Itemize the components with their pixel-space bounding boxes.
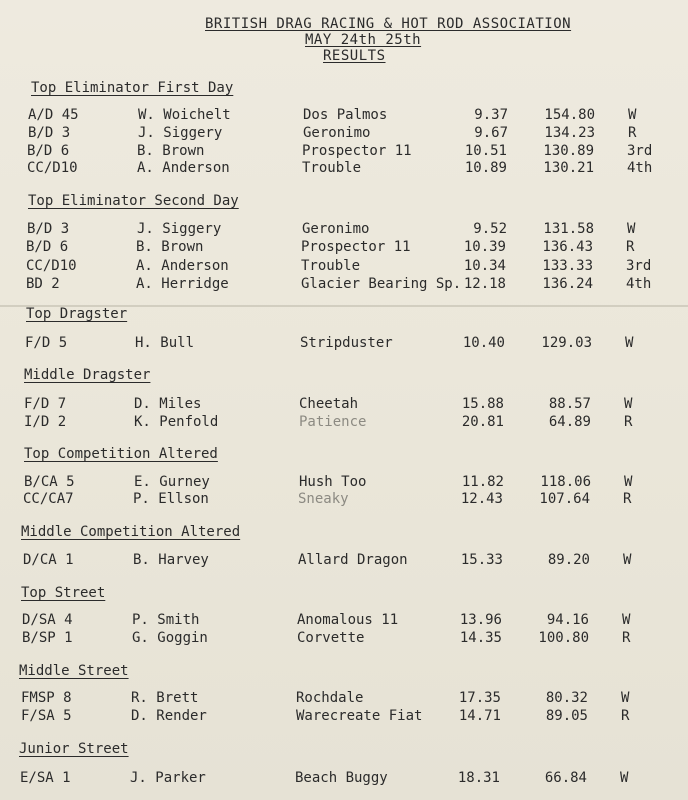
car-name: Patience — [299, 414, 367, 430]
finish-result: 4th — [626, 276, 652, 292]
class-code: I/D 2 — [24, 414, 67, 430]
terminal-speed: 130.21 — [543, 160, 594, 176]
class-code: CC/D10 — [27, 160, 78, 176]
class-code: B/D 3 — [27, 221, 70, 237]
class-code: B/SP 1 — [22, 630, 73, 646]
section-title: Top Eliminator Second Day — [28, 193, 239, 209]
section-title: Middle Competition Altered — [21, 524, 241, 540]
driver-name: B. Brown — [136, 239, 204, 255]
driver-name: H. Bull — [135, 335, 195, 351]
terminal-speed: 136.43 — [542, 239, 593, 255]
results-heading: RESULTS — [323, 48, 386, 64]
driver-name: D. Miles — [134, 396, 202, 412]
terminal-speed: 66.84 — [544, 770, 587, 786]
driver-name: J. Siggery — [137, 221, 222, 237]
elapsed-time: 12.43 — [460, 491, 503, 507]
class-code: BD 2 — [26, 276, 60, 292]
elapsed-time: 10.39 — [463, 239, 506, 255]
section-title: Top Eliminator First Day — [31, 80, 234, 96]
driver-name: W. Woichelt — [138, 107, 231, 123]
terminal-speed: 154.80 — [544, 107, 595, 123]
result-row — [0, 143, 687, 161]
terminal-speed: 130.89 — [543, 143, 594, 159]
finish-result: W — [623, 552, 632, 568]
car-name: Warecreate Fiat — [296, 708, 423, 724]
terminal-speed: 88.57 — [548, 396, 591, 412]
section-title: Junior Street — [19, 741, 129, 757]
finish-result: W — [624, 396, 633, 412]
car-name: Allard Dragon — [298, 552, 408, 568]
finish-result: W — [621, 690, 630, 706]
elapsed-time: 10.40 — [462, 335, 505, 351]
class-code: F/SA 5 — [21, 708, 72, 724]
class-code: D/SA 4 — [22, 612, 73, 628]
car-name: Trouble — [301, 258, 361, 274]
terminal-speed: 100.80 — [538, 630, 589, 646]
car-name: Geronimo — [303, 125, 371, 141]
elapsed-time: 9.52 — [473, 221, 507, 237]
section-title: Top Street — [21, 585, 106, 601]
terminal-speed: 129.03 — [541, 335, 592, 351]
finish-result: R — [621, 708, 630, 724]
elapsed-time: 15.33 — [460, 552, 503, 568]
car-name: Cheetah — [299, 396, 359, 412]
association-title: BRITISH DRAG RACING & HOT ROD ASSOCIATION — [205, 16, 572, 32]
driver-name: A. Anderson — [137, 160, 230, 176]
finish-result: 3rd — [627, 143, 653, 159]
class-code: FMSP 8 — [21, 690, 72, 706]
driver-name: J. Parker — [130, 770, 206, 786]
result-row — [0, 708, 681, 726]
driver-name: P. Smith — [132, 612, 200, 628]
terminal-speed: 94.16 — [546, 612, 589, 628]
car-name: Geronimo — [302, 221, 370, 237]
result-row — [0, 770, 680, 788]
elapsed-time: 12.18 — [463, 276, 506, 292]
result-row — [0, 221, 687, 239]
terminal-speed: 131.58 — [543, 221, 594, 237]
elapsed-time: 14.71 — [458, 708, 501, 724]
class-code: F/D 7 — [24, 396, 67, 412]
elapsed-time: 20.81 — [461, 414, 504, 430]
result-row — [0, 335, 685, 353]
elapsed-time: 14.35 — [459, 630, 502, 646]
terminal-speed: 133.33 — [542, 258, 593, 274]
class-code: CC/CA7 — [23, 491, 74, 507]
section-title: Middle Dragster — [24, 367, 151, 383]
elapsed-time: 11.82 — [461, 474, 504, 490]
car-name: Stripduster — [300, 335, 393, 351]
elapsed-time: 10.51 — [464, 143, 507, 159]
car-name: Prospector 11 — [301, 239, 411, 255]
result-row — [0, 107, 688, 125]
class-code: CC/D10 — [26, 258, 77, 274]
result-row — [0, 630, 682, 648]
terminal-speed: 136.24 — [542, 276, 593, 292]
elapsed-time: 17.35 — [458, 690, 501, 706]
driver-name: A. Anderson — [136, 258, 229, 274]
result-row — [0, 414, 684, 432]
car-name: Hush Too — [299, 474, 367, 490]
driver-name: R. Brett — [131, 690, 199, 706]
driver-name: K. Penfold — [134, 414, 219, 430]
class-code: E/SA 1 — [20, 770, 71, 786]
finish-result: R — [623, 491, 632, 507]
car-name: Beach Buggy — [295, 770, 388, 786]
class-code: B/D 6 — [26, 239, 69, 255]
finish-result: R — [622, 630, 631, 646]
section-title: Top Dragster — [26, 306, 128, 322]
finish-result: W — [628, 107, 637, 123]
class-code: B/D 3 — [28, 125, 71, 141]
driver-name: B. Brown — [137, 143, 205, 159]
car-name: Prospector 11 — [302, 143, 412, 159]
driver-name: A. Herridge — [136, 276, 229, 292]
finish-result: W — [625, 335, 634, 351]
car-name: Glacier Bearing Sp. — [301, 276, 462, 292]
finish-result: 3rd — [626, 258, 652, 274]
elapsed-time: 13.96 — [459, 612, 502, 628]
result-row — [0, 396, 684, 414]
elapsed-time: 9.37 — [474, 107, 508, 123]
finish-result: R — [624, 414, 633, 430]
section-title: Middle Street — [19, 663, 129, 679]
driver-name: D. Render — [131, 708, 207, 724]
result-row — [0, 690, 681, 708]
terminal-speed: 64.89 — [548, 414, 591, 430]
car-name: Rochdale — [296, 690, 364, 706]
driver-name: E. Gurney — [134, 474, 210, 490]
terminal-speed: 118.06 — [540, 474, 591, 490]
class-code: B/CA 5 — [24, 474, 75, 490]
event-date: MAY 24th 25th — [305, 32, 422, 48]
car-name: Sneaky — [298, 491, 349, 507]
result-row — [0, 474, 684, 492]
class-code: F/D 5 — [25, 335, 68, 351]
finish-result: R — [626, 239, 635, 255]
terminal-speed: 107.64 — [539, 491, 590, 507]
driver-name: J. Siggery — [138, 125, 223, 141]
result-row — [0, 276, 686, 294]
result-row — [0, 491, 683, 509]
result-row — [0, 258, 686, 276]
class-code: A/D 45 — [28, 107, 79, 123]
elapsed-time: 10.89 — [464, 160, 507, 176]
class-code: B/D 6 — [27, 143, 70, 159]
terminal-speed: 80.32 — [545, 690, 588, 706]
car-name: Anomalous 11 — [297, 612, 399, 628]
finish-result: W — [624, 474, 633, 490]
elapsed-time: 18.31 — [457, 770, 500, 786]
driver-name: G. Goggin — [132, 630, 208, 646]
finish-result: R — [628, 125, 637, 141]
result-row — [0, 552, 683, 570]
result-row — [0, 125, 688, 143]
finish-result: W — [620, 770, 629, 786]
elapsed-time: 10.34 — [463, 258, 506, 274]
finish-result: W — [622, 612, 631, 628]
result-row — [0, 160, 687, 178]
finish-result: 4th — [627, 160, 653, 176]
car-name: Corvette — [297, 630, 365, 646]
terminal-speed: 89.05 — [545, 708, 588, 724]
class-code: D/CA 1 — [23, 552, 74, 568]
elapsed-time: 9.67 — [474, 125, 508, 141]
terminal-speed: 134.23 — [544, 125, 595, 141]
result-row — [0, 239, 686, 257]
elapsed-time: 15.88 — [461, 396, 504, 412]
terminal-speed: 89.20 — [547, 552, 590, 568]
driver-name: P. Ellson — [133, 491, 209, 507]
car-name: Dos Palmos — [303, 107, 388, 123]
driver-name: B. Harvey — [133, 552, 209, 568]
section-title: Top Competition Altered — [24, 446, 218, 462]
result-row — [0, 612, 682, 630]
finish-result: W — [627, 221, 636, 237]
car-name: Trouble — [302, 160, 362, 176]
